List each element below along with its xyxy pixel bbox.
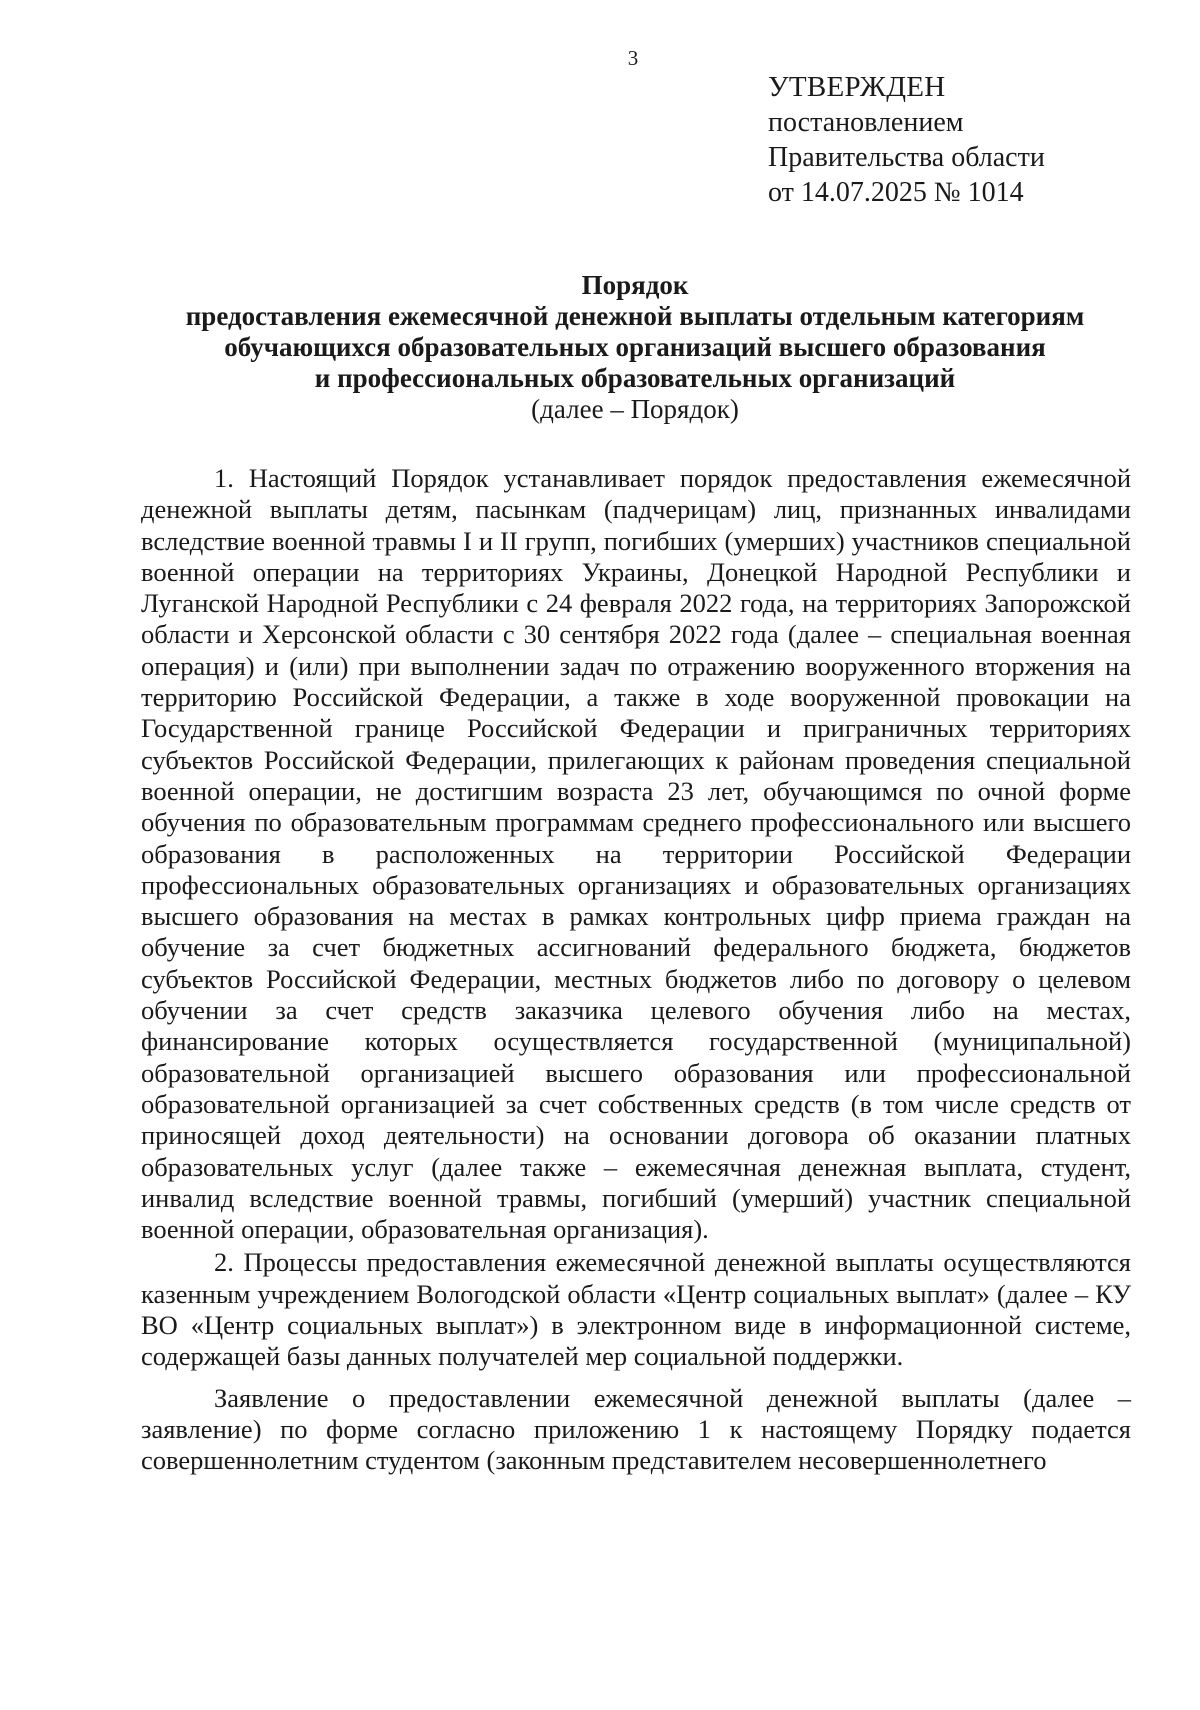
paragraph-3: Заявление о предоставлении ежемесячной денежной выплаты (далее – заявление) по форме согласно приложению 1 к настоящему Порядку подается совершеннолетним студентом (законным представителем несовершеннолетнего xyxy=(141,1382,1131,1476)
title-line: обучающихся образовательных организаций высшего образования xyxy=(224,332,1046,362)
paragraph-1: 1. Настоящий Порядок устанавливает порядок предоставления ежемесячной денежной выплаты детям, пасынкам (падчерицам) лиц, признанных инвалидами вследствие военной травмы I и II групп, погибших (умерших) участников специальной военной операции на территориях Украины, Донецкой Народной Республики и Луганской Народной Республики с 24 февраля 2022 года, на территориях Запорожской области и Херсонской области с 30 сентября 2022 года (далее – специальная военная операция) и (или) при выполнении задач по отражению вооруженного вторжения на территорию Российской Федерации, а также в ходе вооруженной провокации на Государственной границе Российской Федерации и приграничных территориях субъектов Российской Федерации, прилегающих к районам проведения специальной военной операции, не достигшим возраста 23 лет, обучающимся по очной форме обучения по образовательным программам среднего профессионального или высшего образования в расположенных на территории Российской Федерации профессиональных образовательных организациях и образовательных организациях высшего образования на местах в рамках контрольных цифр приема граждан на обучение за счет бюджетных ассигнований федерального бюджета, бюджетов субъектов Российской Федерации, местных бюджетов либо по договору о целевом обучении за счет средств заказчика целевого обучения либо на местах, финансирование которых осуществляется государственной (муниципальной) образовательной организацией высшего образования или профессиональной образовательной организацией за счет собственных средств (в том числе средств от приносящей доход деятельности) на основании договора об оказании платных образовательных услуг (далее также – ежемесячная денежная выплата, студент, инвалид вследствие военной травмы, погибший (умерший) участник специальной военной операции, образовательная организация). xyxy=(141,463,1131,1245)
paragraph-2: 2. Процессы предоставления ежемесячной денежной выплаты осуществляются казенным учреждением Вологодской области «Центр социальных выплат» (далее – КУ ВО «Центр социальных выплат») в электронном виде в информационной системе, содержащей базы данных получателей мер социальной поддержки. xyxy=(141,1247,1131,1372)
title-line: и профессиональных образовательных организаций xyxy=(314,363,956,393)
approval-line: постановлением xyxy=(768,107,964,138)
approval-stamp: УТВЕРЖДЕН xyxy=(768,71,946,103)
approval-line: Правительства области xyxy=(768,142,1045,173)
page-number: 3 xyxy=(627,46,639,70)
document-title xyxy=(140,270,1130,425)
approval-date-number: от 14.07.2025 № 1014 xyxy=(768,177,1024,208)
title-heading: Порядок xyxy=(581,270,689,300)
approval-block xyxy=(768,70,1045,210)
document-body xyxy=(141,463,1131,1477)
title-note: (далее – Порядок) xyxy=(531,394,739,424)
title-line: предоставления ежемесячной денежной выплаты отдельным категориям xyxy=(185,301,1085,331)
